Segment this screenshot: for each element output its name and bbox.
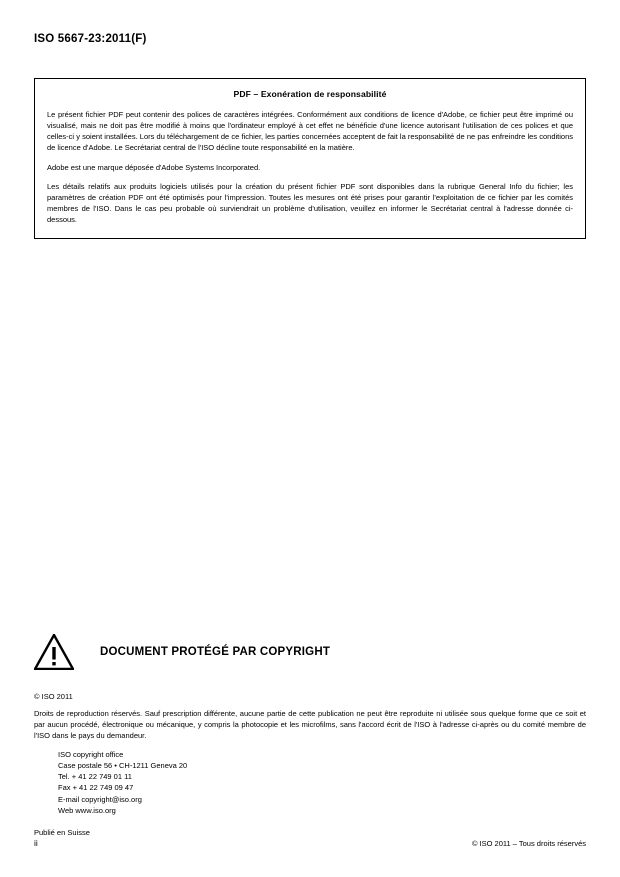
disclaimer-paragraph: Le présent fichier PDF peut contenir des polices de caractères intégrées. Conformément aux conditions de licence d'Adobe, ce fichier peut être imprimé ou visualisé, mais ne doit pas être modifié à moins que l'ordinateur employé à cet effet ne bénéficie d'une licence autorisant l'utilisation de ces polices et que celles-ci y soient installées. Lors du téléchargement de ce fichier, les parties concernées acceptent de fait la responsabilité de ne pas enfreindre les conditions de licence d'Adobe. Le Secrétariat central de l'ISO décline toute responsabilité en la matière. [47, 110, 573, 152]
disclaimer-paragraph: Les détails relatifs aux produits logiciels utilisés pour la création du présent fichier PDF sont disponibles dans la rubrique General Info du fichier; les paramètres de création PDF ont été optimisés pour l'impression. Toutes les mesures ont été prises pour garantir l'exploitation de ce fichier par les comités membres de l'ISO. Dans le cas peu probable où surviendrait un problème d'utilisation, veuillez en informer le Secrétariat central à l'adresse donnée ci-dessous. [47, 182, 573, 224]
disclaimer-title: PDF – Exonération de responsabilité [233, 89, 387, 99]
copyright-heading-row [34, 630, 586, 674]
pdf-disclaimer-box [34, 78, 586, 239]
copyright-mark: © ISO 2011 [34, 692, 73, 701]
page-header-title: ISO 5667-23:2011(F) [34, 33, 147, 45]
address-line: Tel. + 41 22 749 01 11 [58, 772, 132, 782]
copyright-body-text: Droits de reproduction réservés. Sauf prescription différente, aucune partie de cette publication ne peut être reproduite ni utilisée sous quelque forme que ce soit et par aucun procédé, électronique ou mécanique, y compris la photocopie et les microfilms, sans l'accord écrit de l'ISO à l'adresse ci-après ou du comité membre de l'ISO dans le pays du demandeur. [34, 709, 586, 740]
copyright-heading: DOCUMENT PROTÉGÉ PAR COPYRIGHT [100, 646, 331, 658]
disclaimer-paragraph: Adobe est une marque déposée d'Adobe Systems Incorporated. [47, 162, 261, 172]
published-in: Publié en Suisse [34, 828, 90, 838]
warning-triangle-icon [34, 634, 74, 670]
address-line: Fax + 41 22 749 09 47 [58, 783, 134, 793]
page-footer [34, 838, 586, 848]
address-line-web: Web www.iso.org [58, 805, 116, 815]
footer-rights-text: © ISO 2011 – Tous droits réservés [471, 839, 586, 848]
address-line: Case postale 56 • CH-1211 Geneva 20 [58, 760, 188, 770]
address-line: ISO copyright office [58, 749, 124, 759]
iso-copyright-address [58, 749, 586, 817]
address-line-email: E-mail copyright@iso.org [58, 794, 142, 804]
copyright-section [34, 630, 586, 837]
footer-page-number: ii [34, 838, 38, 848]
